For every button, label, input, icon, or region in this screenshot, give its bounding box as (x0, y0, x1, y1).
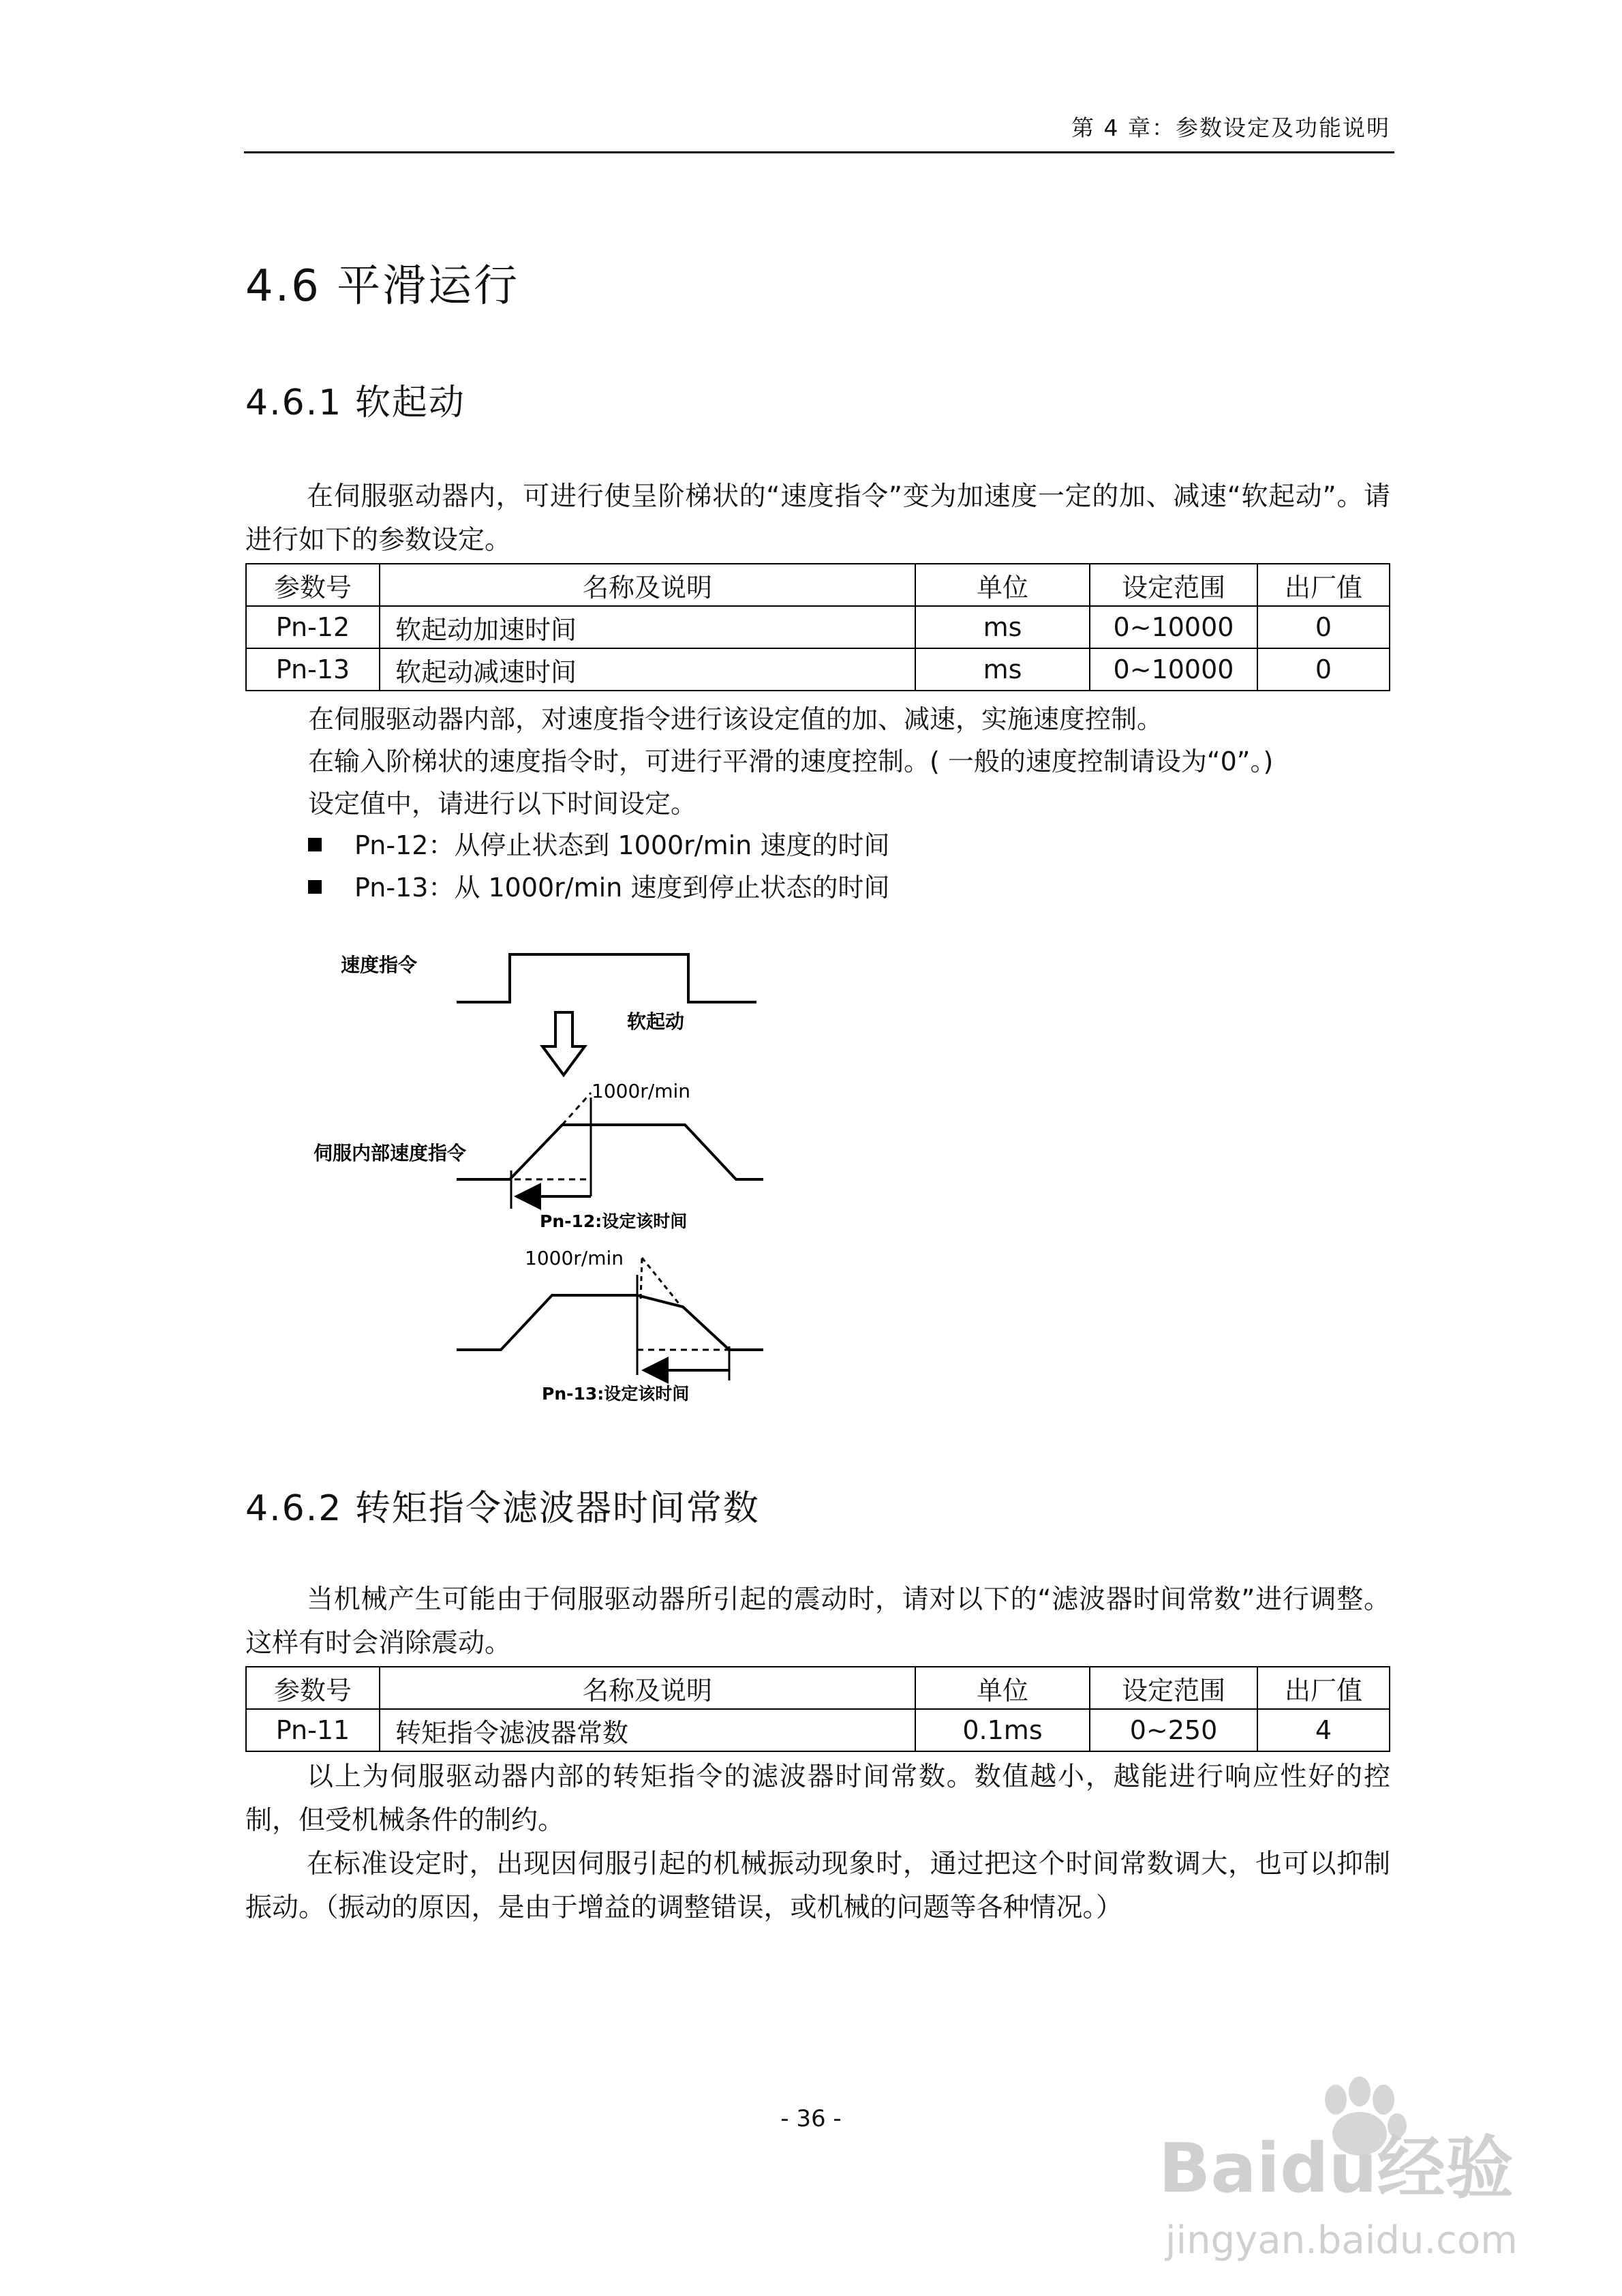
param-desc: 转矩指令滤波器常数 (380, 1709, 915, 1751)
soft-start-param-table (245, 563, 1390, 691)
table-row (246, 648, 1390, 691)
table-header-cell: 设定范围 (1090, 1667, 1257, 1709)
label-soft-start: 软起动 (627, 1010, 685, 1033)
step-speed-command-line (457, 954, 756, 1002)
soft-start-line: 设定值中，请进行以下时间设定。 (308, 789, 697, 819)
watermark-url: jingyan.baidu.com (1165, 2218, 1518, 2263)
table-header-cell: 名称及说明 (380, 564, 915, 606)
bullet-item-pn13 (308, 867, 889, 908)
param-unit: 0.1ms (915, 1709, 1090, 1751)
decel-slope-dashed (642, 1258, 682, 1307)
table-header-cell: 出厂值 (1257, 1667, 1390, 1709)
bullet-text: Pn-12：从停止状态到 1000r/min 速度的时间 (354, 830, 890, 860)
param-id: Pn-13 (246, 648, 380, 691)
label-speed-command: 速度指令 (341, 954, 418, 976)
subsection-title-torque-filter: 4.6.2 转矩指令滤波器时间常数 (245, 1488, 760, 1529)
param-range: 0~10000 (1090, 606, 1257, 648)
page-number: - 36 - (780, 2105, 842, 2132)
label-1000rpm-top: 1000r/min (592, 1080, 691, 1102)
table-header-cell: 名称及说明 (380, 1667, 915, 1709)
subsection-title-soft-start: 4.6.1 软起动 (245, 382, 465, 423)
table-header-cell: 出厂值 (1257, 564, 1390, 606)
soft-start-diagram (293, 917, 797, 1425)
soft-start-intro: 在伺服驱动器内，可进行使呈阶梯状的“速度指令”变为加速度一定的加、减速“软起动”。请进行如下的参数设定。 (245, 481, 1390, 556)
bullet-text: Pn-13：从 1000r/min 速度到停止状态的时间 (354, 873, 890, 903)
param-desc: 软起动加速时间 (380, 606, 915, 648)
param-unit: ms (915, 606, 1090, 648)
table-row (246, 606, 1390, 648)
torque-filter-param-table (245, 1666, 1390, 1752)
decel-speed-command-line (457, 1295, 763, 1350)
torque-filter-para-2: 在标准设定时，出现因伺服引起的机械振动现象时，通过把这个时间常数调大，也可以抑制振动。（振动的原因，是由于增益的调整错误，或机械的问题等各种情况。） (245, 1849, 1390, 1923)
param-unit: ms (915, 648, 1090, 691)
bullet-square-icon (308, 838, 322, 851)
table-header-cell: 单位 (915, 1667, 1090, 1709)
table-header-cell: 参数号 (246, 564, 380, 606)
param-id: Pn-11 (246, 1709, 380, 1751)
soft-start-line: 在伺服驱动器内部，对速度指令进行该设定值的加、减速，实施速度控制。 (308, 704, 1163, 734)
param-default: 4 (1257, 1709, 1390, 1751)
soft-start-line: 在输入阶梯状的速度指令时，可进行平滑的速度控制。( 一般的速度控制请设为“0”。) (308, 746, 1274, 776)
down-arrow-icon (542, 1012, 585, 1075)
table-header-cell: 设定范围 (1090, 564, 1257, 606)
internal-speed-command-line (457, 1125, 763, 1179)
decel-extension-dashed (641, 1258, 642, 1299)
param-id: Pn-12 (246, 606, 380, 648)
bullet-square-icon (308, 880, 322, 894)
accel-extension-dashed (562, 1093, 591, 1125)
label-1000rpm-bottom: 1000r/min (525, 1247, 624, 1269)
chapter-header: 第 4 章：参数设定及功能说明 (1071, 115, 1390, 141)
table-header-cell: 单位 (915, 564, 1090, 606)
param-range: 0~10000 (1090, 648, 1257, 691)
watermark-brand: Baidu经验 (1159, 2128, 1514, 2208)
table-header-row (246, 564, 1390, 606)
table-header-row (246, 1667, 1390, 1709)
label-pn12-set-time: Pn-12:设定该时间 (540, 1211, 688, 1231)
label-pn13-set-time: Pn-13:设定该时间 (542, 1384, 690, 1404)
param-desc: 软起动减速时间 (380, 648, 915, 691)
baidu-watermark (1152, 2072, 1533, 2270)
param-range: 0~250 (1090, 1709, 1257, 1751)
header-rule (244, 151, 1394, 153)
param-default: 0 (1257, 606, 1390, 648)
bullet-item-pn12 (308, 825, 889, 866)
param-default: 0 (1257, 648, 1390, 691)
table-header-cell: 参数号 (246, 1667, 380, 1709)
table-row (246, 1709, 1390, 1751)
torque-filter-para-1: 以上为伺服驱动器内部的转矩指令的滤波器时间常数。数值越小，越能进行响应性好的控制，但受机械条件的制约。 (245, 1762, 1390, 1836)
label-internal-speed-command: 伺服内部速度指令 (313, 1142, 467, 1164)
section-title: 4.6 平滑运行 (245, 261, 520, 312)
torque-filter-intro: 当机械产生可能由于伺服驱动器所引起的震动时，请对以下的“滤波器时间常数”进行调整。这样有时会消除震动。 (245, 1584, 1390, 1659)
